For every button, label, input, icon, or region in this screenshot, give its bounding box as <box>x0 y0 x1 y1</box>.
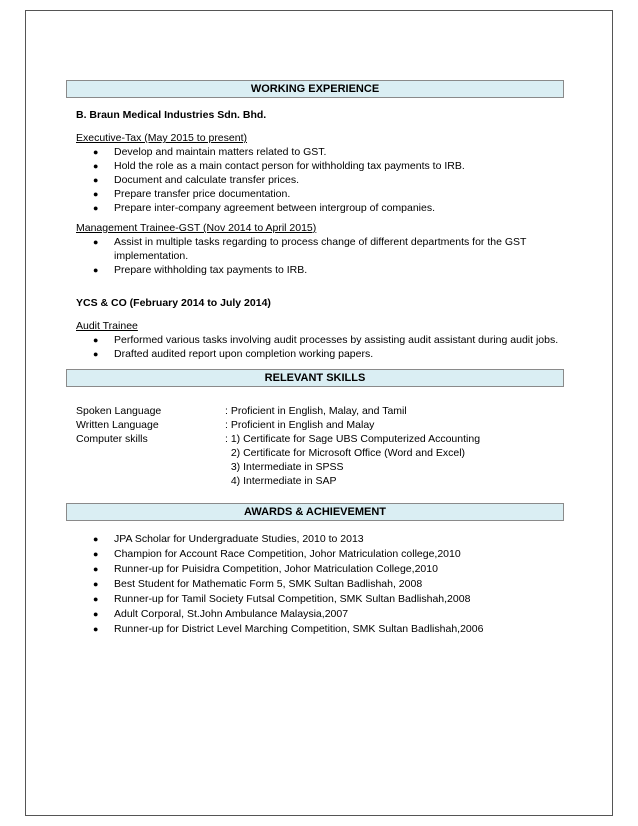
list-item-continuation: implementation. <box>114 250 189 262</box>
list-item: Runner-up for Tamil Society Futsal Competition, SMK Sultan Badlishah,2008 <box>114 593 471 605</box>
list-item: Prepare transfer price documentation. <box>114 188 291 200</box>
bullet-icon: ● <box>93 534 99 544</box>
skill-label: Computer skills <box>76 433 148 445</box>
section-header-relevant-skills: RELEVANT SKILLS <box>66 369 564 387</box>
bullet-icon: ● <box>93 189 99 199</box>
role-title: Executive-Tax (May 2015 to present) <box>76 132 247 144</box>
list-item: Best Student for Mathematic Form 5, SMK Sultan Badlishah, 2008 <box>114 578 423 590</box>
list-item: Champion for Account Race Competition, Johor Matriculation college,2010 <box>114 548 461 560</box>
bullet-icon: ● <box>93 265 99 275</box>
skill-value: 3) Intermediate in SPSS <box>225 461 344 473</box>
list-item: Drafted audited report upon completion working papers. <box>114 348 374 360</box>
skill-label: Written Language <box>76 419 159 431</box>
list-item: Runner-up for District Level Marching Competition, SMK Sultan Badlishah,2006 <box>114 623 484 635</box>
bullet-icon: ● <box>93 609 99 619</box>
bullet-icon: ● <box>93 349 99 359</box>
bullet-icon: ● <box>93 549 99 559</box>
skill-value: : 1) Certificate for Sage UBS Computerized Accounting <box>225 433 481 445</box>
list-item: Assist in multiple tasks regarding to process change of different departments for the GST <box>114 236 527 248</box>
bullet-icon: ● <box>93 147 99 157</box>
list-item: Hold the role as a main contact person for withholding tax payments to IRB. <box>114 160 465 172</box>
bullet-icon: ● <box>93 564 99 574</box>
bullet-icon: ● <box>93 579 99 589</box>
skill-value: : Proficient in English and Malay <box>225 419 375 431</box>
section-header-working-experience: WORKING EXPERIENCE <box>66 80 564 98</box>
bullet-icon: ● <box>93 161 99 171</box>
section-header-awards: AWARDS & ACHIEVEMENT <box>66 503 564 521</box>
bullet-icon: ● <box>93 175 99 185</box>
list-item: Runner-up for Puisidra Competition, Johor Matriculation College,2010 <box>114 563 438 575</box>
bullet-icon: ● <box>93 237 99 247</box>
skill-label: Spoken Language <box>76 405 162 417</box>
skill-value: 2) Certificate for Microsoft Office (Word and Excel) <box>225 447 466 459</box>
bullet-icon: ● <box>93 203 99 213</box>
role-title: Audit Trainee <box>76 320 138 332</box>
list-item: Develop and maintain matters related to GST. <box>114 146 327 158</box>
list-item: Document and calculate transfer prices. <box>114 174 300 186</box>
list-item: Prepare inter-company agreement between intergroup of companies. <box>114 202 436 214</box>
bullet-icon: ● <box>93 594 99 604</box>
bullet-icon: ● <box>93 335 99 345</box>
list-item: Performed various tasks involving audit processes by assisting audit assistant during audit jobs. <box>114 334 559 346</box>
list-item: Adult Corporal, St.John Ambulance Malaysia,2007 <box>114 608 349 620</box>
list-item: Prepare withholding tax payments to IRB. <box>114 264 308 276</box>
skill-value: : Proficient in English, Malay, and Tamil <box>225 405 407 417</box>
role-title: Management Trainee-GST (Nov 2014 to April 2015) <box>76 222 317 234</box>
company-name: B. Braun Medical Industries Sdn. Bhd. <box>76 109 267 121</box>
bullet-icon: ● <box>93 624 99 634</box>
company-name: YCS & CO (February 2014 to July 2014) <box>76 297 271 309</box>
list-item: JPA Scholar for Undergraduate Studies, 2010 to 2013 <box>114 533 364 545</box>
skill-value: 4) Intermediate in SAP <box>225 475 337 487</box>
